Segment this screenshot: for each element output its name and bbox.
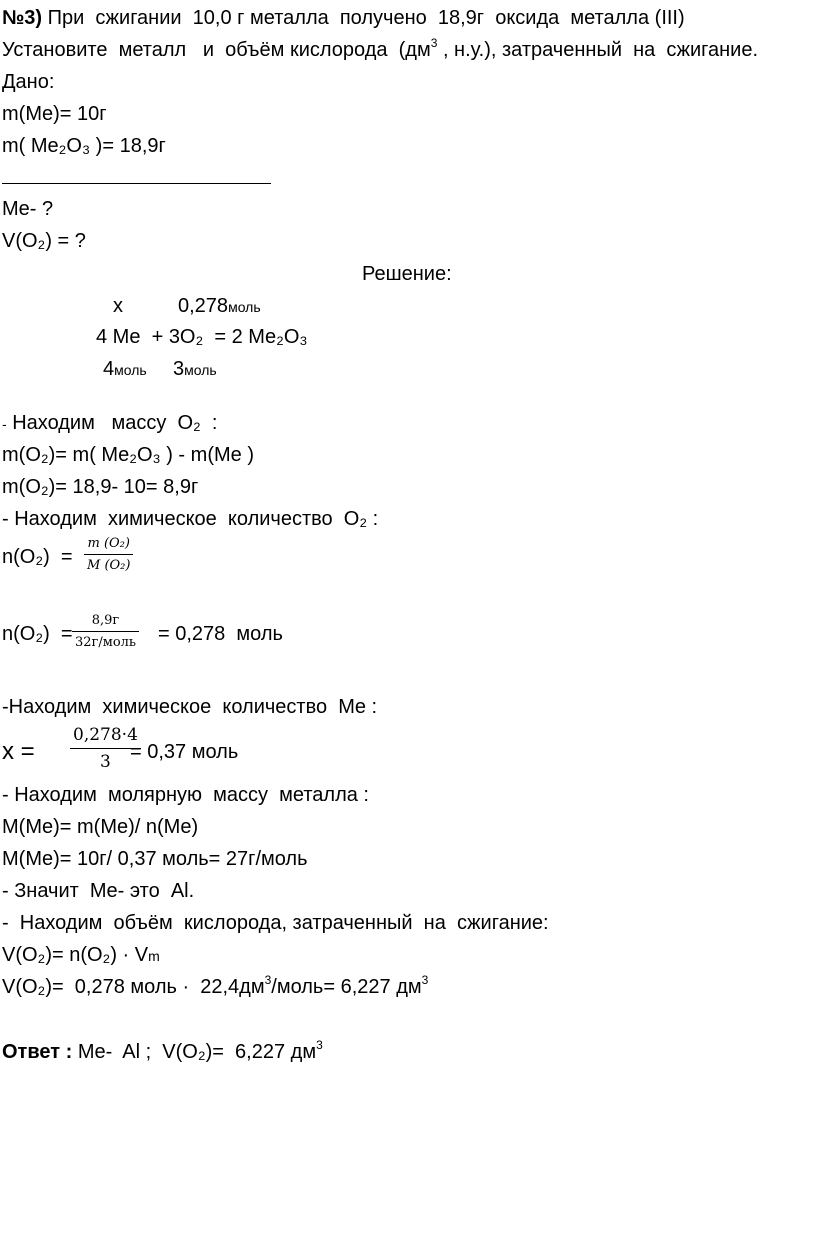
x-result: = 0,37 моль [130,741,239,763]
volume-calc-sup1: 3 [264,973,272,987]
find-volume: V(O₂) = ? [2,230,86,252]
molar-calc: M(Me)= 10г/ 0,37 моль= 27г/моль [2,848,308,870]
given-mass-oxide: m( Me₂O₃ )= 18,9г [2,135,166,157]
problem-number: №3) [2,7,43,29]
over-value: 0,278 [178,295,229,317]
n-calc-fraction [72,612,139,651]
fraction-bar [72,631,139,632]
under-4-unit: моль [114,362,147,378]
answer-label: Ответ : [2,1041,73,1063]
volume-formula-sub: m [148,948,160,964]
x-numerator: 0,278·4 [73,725,138,745]
x-lhs: x = [2,738,35,765]
molar-formula: M(Me)= m(Me)/ n(Me) [2,816,199,838]
under-4-value: 4 [103,358,115,380]
problem-sup: 3 [430,36,438,50]
n-formula-numerator: m (O₂) [87,536,130,551]
step-find-mass-text: Находим массу O₂ : [6,412,218,434]
over-unit: моль [228,299,261,315]
n-formula-denominator: M (O₂) [87,558,131,573]
problem-text-2b: , н.у.), затраченный на сжигание. [437,39,759,61]
volume-calc [2,975,428,1001]
n-calc-lhs: n(O₂) = [2,623,73,645]
step-find-amount: - Находим химическое количество O₂ : [2,508,379,530]
step-find-molar: - Находим молярную массу металла : [2,784,369,806]
fraction-bar [84,554,133,555]
equation-under-4 [103,357,147,382]
volume-calc-b: /моль= 6,227 дм [271,976,422,998]
find-metal: Me- ? [2,198,54,220]
equation-under-3 [173,357,217,382]
conclusion: - Значит Me- это Al. [2,880,195,902]
problem-text-1: При сжигании 10,0 г металла получено 18,9г оксида металла (III) [42,7,685,29]
given-title: Дано: [2,71,55,93]
n-calc-numerator: 8,9г [91,613,120,628]
equation-over-value [178,294,261,319]
n-calc-denominator: 32г/моль [75,635,137,650]
n-calc-result: = 0,278 моль [158,623,283,645]
solution-title: Решение: [362,263,452,285]
problem-line-1 [2,6,685,30]
equation-over-x: x [113,295,123,317]
problem-line-2 [2,38,758,64]
under-3-value: 3 [173,358,185,380]
mass-calc: m(O₂)= 18,9- 10= 8,9г [2,476,199,498]
n-formula-fraction [84,535,133,574]
given-mass-metal: m(Me)= 10г [2,103,107,125]
step-find-amount-me: -Находим химическое количество Me : [2,696,378,718]
answer-text: Me- Al ; V(O₂)= 6,227 дм [72,1041,317,1063]
volume-calc-a: V(O₂)= 0,278 моль · 22,4дм [2,976,265,998]
step-find-volume: - Находим объём кислорода, затраченный на сжигание: [2,912,549,934]
x-denominator: 3 [100,752,111,772]
reaction-equation: 4 Me + 3O₂ = 2 Me₂O₃ [96,326,308,348]
step-find-mass [2,411,218,436]
answer-sup: 3 [316,1038,323,1052]
problem-text-2a: Установите металл и объём кислорода (дм [2,39,431,61]
given-divider [2,183,271,184]
mass-formula: m(O₂)= m( Me₂O₃ ) - m(Me ) [2,444,254,466]
under-3-unit: моль [184,362,217,378]
answer-line [2,1040,323,1066]
step-dash: - [2,416,7,432]
n-formula-lhs: n(O₂) = [2,546,73,568]
volume-calc-sup2: 3 [421,973,429,987]
volume-formula-text: V(O₂)= n(O₂) · V [2,944,149,966]
volume-formula [2,943,160,968]
